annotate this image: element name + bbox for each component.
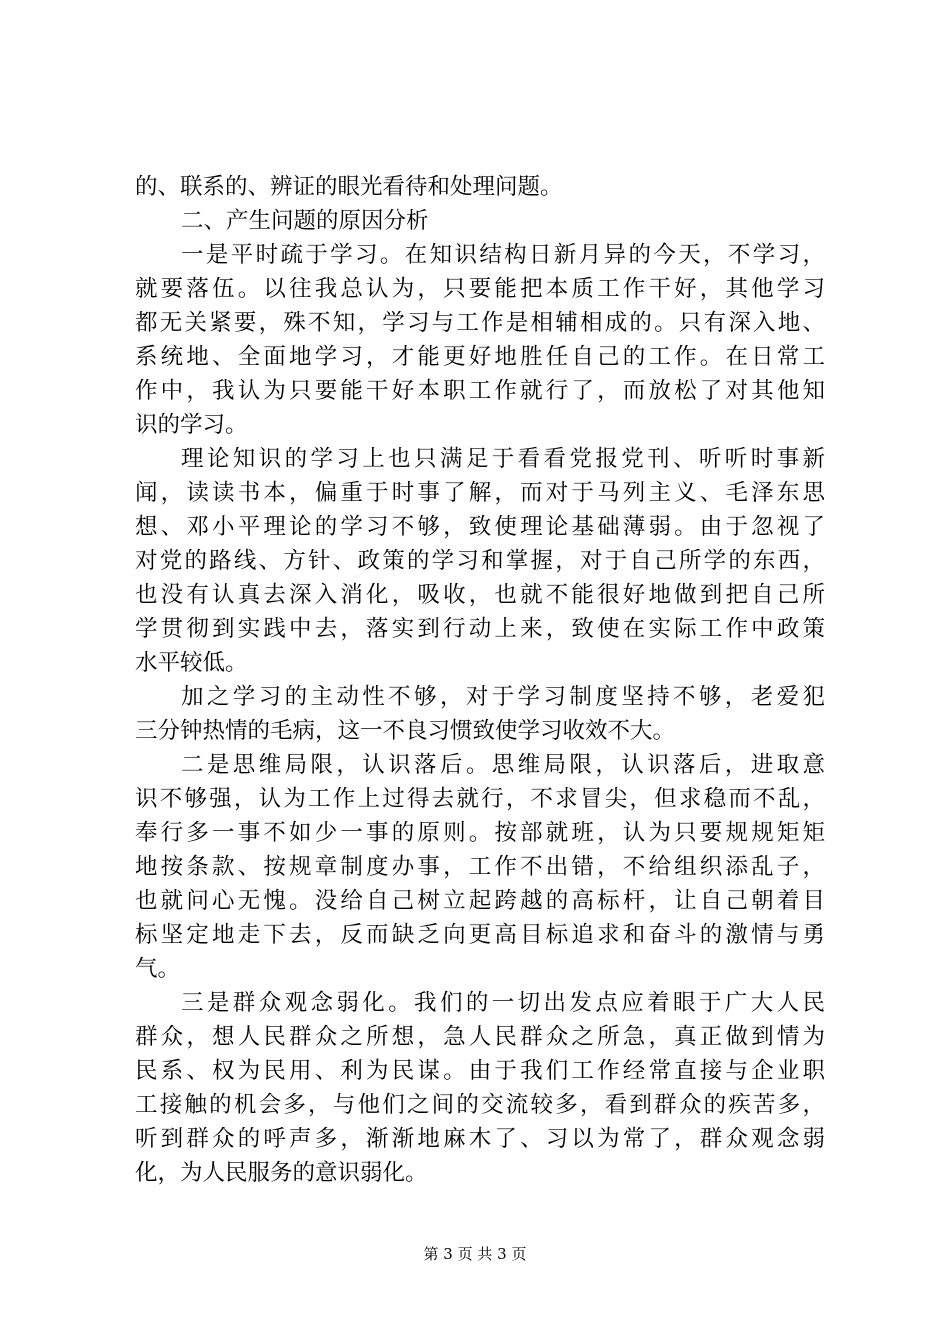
text-line: 二、产生问题的原因分析 <box>181 208 429 234</box>
text-line: 三分钟热情的毛病，这一不良习惯致使学习收效不大。 <box>135 718 676 744</box>
text-line: 民系、权为民用、利为民谋。由于我们工作经常直接与企业职 <box>135 1058 825 1084</box>
text-line: 也就问心无愧。没给自己树立起跨越的高标杆，让自己朝着目 <box>135 888 825 914</box>
text-line: 识的学习。 <box>135 412 248 438</box>
text-line: 二是思维局限，认识落后。思维局限，认识落后，进取意 <box>181 752 825 778</box>
body-text <box>135 170 825 1190</box>
text-line: 群众，想人民群众之所想，急人民群众之所急，真正做到情为 <box>135 1024 825 1050</box>
text-line: 奉行多一事不如少一事的原则。按部就班，认为只要规规矩矩 <box>135 820 825 846</box>
text-line: 想、邓小平理论的学习不够，致使理论基础薄弱。由于忽视了 <box>135 514 825 540</box>
text-line: 也没有认真去深入消化，吸收，也就不能很好地做到把自己所 <box>135 582 825 608</box>
text-line: 学贯彻到实践中去，落实到行动上来，致使在实际工作中政策 <box>135 616 825 642</box>
text-line: 理论知识的学习上也只满足于看看党报党刊、听听时事新 <box>181 446 825 472</box>
text-line: 三是群众观念弱化。我们的一切出发点应着眼于广大人民 <box>181 990 825 1016</box>
text-line: 化，为人民服务的意识弱化。 <box>135 1160 428 1186</box>
text-line: 闻，读读书本，偏重于时事了解，而对于马列主义、毛泽东思 <box>135 480 825 506</box>
text-line: 水平较低。 <box>135 650 248 676</box>
text-line: 一是平时疏于学习。在知识结构日新月异的今天，不学习， <box>181 242 825 268</box>
text-line: 作中，我认为只要能干好本职工作就行了，而放松了对其他知 <box>135 378 825 404</box>
text-line: 标坚定地走下去，反而缺乏向更高目标追求和奋斗的激情与勇 <box>135 922 825 948</box>
text-line: 识不够强，认为工作上过得去就行，不求冒尖，但求稳而不乱， <box>135 786 825 812</box>
text-line: 听到群众的呼声多，渐渐地麻木了、习以为常了，群众观念弱 <box>135 1126 825 1152</box>
page-footer: 第 3 页 共 3 页 <box>423 1245 527 1263</box>
text-line: 加之学习的主动性不够，对于学习制度坚持不够，老爱犯 <box>181 684 825 710</box>
text-line: 对党的路线、方针、政策的学习和掌握，对于自己所学的东西， <box>135 548 825 574</box>
text-line: 气。 <box>135 956 181 982</box>
text-line: 就要落伍。以往我总认为，只要能把本质工作干好，其他学习 <box>135 276 825 302</box>
text-line: 的、联系的、辨证的眼光看待和处理问题。 <box>135 174 563 200</box>
text-line: 地按条款、按规章制度办事，工作不出错，不给组织添乱子， <box>135 854 825 880</box>
text-line: 都无关紧要，殊不知，学习与工作是相辅相成的。只有深入地、 <box>135 310 825 336</box>
text-line: 工接触的机会多，与他们之间的交流较多，看到群众的疾苦多， <box>135 1092 825 1118</box>
text-line: 系统地、全面地学习，才能更好地胜任自己的工作。在日常工 <box>135 344 825 370</box>
